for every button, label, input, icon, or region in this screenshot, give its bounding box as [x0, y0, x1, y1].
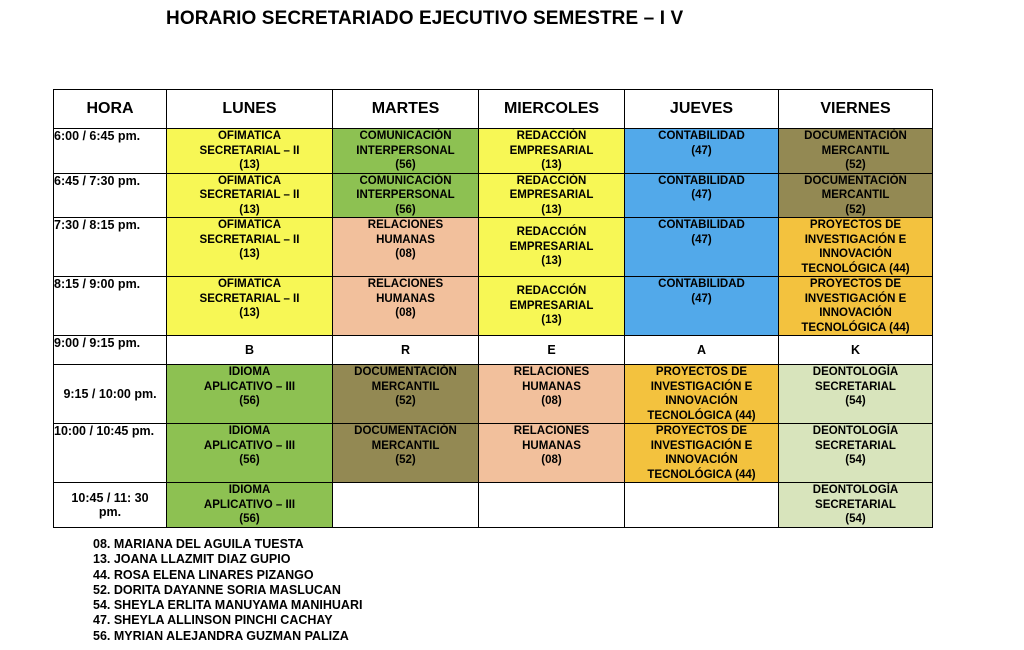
class-cell — [333, 365, 479, 424]
class-label: OFIMATICA SECRETARIAL – II (13) — [199, 278, 300, 319]
class-label: IDIOMA APLICATIVO – III (56) — [203, 425, 296, 466]
class-label: CONTABILIDAD (47) — [658, 130, 745, 157]
time-slot: 9:15 / 10:00 pm. — [54, 365, 167, 424]
class-label: REDACCIÓN EMPRESARIAL (13) — [509, 226, 594, 268]
empty-cell — [625, 483, 779, 528]
class-label: PROYECTOS DE INVESTIGACIÓN E INNOVACIÓN TECNOLÓGICA (44) — [647, 425, 756, 481]
class-label: COMUNICACIÓN INTERPERSONAL (56) — [356, 130, 455, 171]
class-cell — [333, 424, 479, 483]
header-martes: MARTES — [333, 90, 479, 129]
class-cell — [625, 277, 779, 336]
table-row — [54, 129, 933, 174]
legend-item: 52. DORITA DAYANNE SORIA MASLUCAN — [93, 582, 341, 597]
class-cell — [167, 129, 333, 174]
legend-item: 08. MARIANA DEL AGUILA TUESTA — [93, 537, 304, 551]
empty-cell — [333, 483, 479, 528]
class-label: RELACIONES HUMANAS (08) — [367, 278, 444, 319]
class-label: CONTABILIDAD (47) — [658, 278, 745, 305]
empty-cell — [479, 483, 625, 528]
class-label: DOCUMENTACIÓN MERCANTIL (52) — [354, 425, 457, 466]
time-slot: 10:45 / 11: 30 pm. — [54, 483, 167, 528]
class-cell — [779, 173, 933, 218]
class-cell — [779, 129, 933, 174]
class-cell — [479, 173, 625, 218]
class-label: CONTABILIDAD (47) — [658, 219, 745, 246]
time-slot: 7:30 / 8:15 pm. — [54, 218, 167, 277]
class-label: DEONTOLOGÍA SECRETARIAL (54) — [812, 366, 899, 407]
time-slot: 8:15 / 9:00 pm. — [54, 277, 167, 336]
class-cell — [333, 277, 479, 336]
class-label: REDACCIÓN EMPRESARIAL (13) — [509, 174, 594, 216]
time-slot: 10:00 / 10:45 pm. — [54, 424, 167, 483]
table-row — [54, 218, 933, 277]
header-hora: HORA — [54, 90, 167, 129]
class-label: IDIOMA APLICATIVO – III (56) — [203, 366, 296, 407]
class-cell — [779, 277, 933, 336]
class-cell — [479, 129, 625, 174]
class-cell — [779, 483, 933, 528]
class-label: PROYECTOS DE INVESTIGACIÓN E INNOVACIÓN TECNOLÓGICA (44) — [801, 219, 910, 275]
class-cell — [625, 173, 779, 218]
table-row — [54, 277, 933, 336]
class-label: COMUNICACIÓN INTERPERSONAL (56) — [356, 174, 455, 216]
table-row — [54, 483, 933, 528]
class-cell — [333, 218, 479, 277]
class-label: CONTABILIDAD (47) — [658, 174, 745, 201]
class-cell — [625, 218, 779, 277]
class-label: RELACIONES HUMANAS (08) — [367, 219, 444, 260]
class-cell — [625, 365, 779, 424]
break-letter: B — [167, 336, 333, 365]
class-label: DOCUMENTACIÓN MERCANTIL (52) — [354, 366, 457, 407]
class-cell — [479, 218, 625, 277]
class-label: DOCUMENTACIÓN MERCANTIL (52) — [804, 130, 907, 171]
class-cell — [167, 483, 333, 528]
class-cell — [167, 365, 333, 424]
class-label: OFIMATICA SECRETARIAL – II (13) — [199, 130, 300, 171]
legend-item: 54. SHEYLA ERLITA MANUYAMA MANIHUARI — [93, 598, 363, 613]
class-cell — [167, 424, 333, 483]
class-cell — [779, 424, 933, 483]
table-row — [54, 424, 933, 483]
table-row — [54, 365, 933, 424]
legend-item: 44. ROSA ELENA LINARES PIZANGO — [93, 567, 314, 582]
break-letter: E — [479, 336, 625, 365]
time-slot: 9:00 / 9:15 pm. — [54, 336, 167, 365]
table-row — [54, 173, 933, 218]
page-title: HORARIO SECRETARIADO EJECUTIVO SEMESTRE – I V — [166, 8, 684, 29]
break-letter: A — [625, 336, 779, 365]
teacher-legend — [93, 537, 362, 644]
class-label: PROYECTOS DE INVESTIGACIÓN E INNOVACIÓN TECNOLÓGICA (44) — [647, 366, 756, 422]
class-cell — [167, 218, 333, 277]
class-cell — [167, 277, 333, 336]
schedule-table — [53, 89, 933, 528]
time-slot: 6:00 / 6:45 pm. — [54, 129, 167, 174]
class-label: IDIOMA APLICATIVO – III (56) — [203, 484, 296, 525]
class-cell — [479, 365, 625, 424]
header-miercoles: MIERCOLES — [479, 90, 625, 129]
class-cell — [779, 365, 933, 424]
class-label: DEONTOLOGÍA SECRETARIAL (54) — [812, 484, 899, 525]
class-cell — [625, 129, 779, 174]
header-lunes: LUNES — [167, 90, 333, 129]
class-label: RELACIONES HUMANAS (08) — [513, 366, 590, 407]
class-cell — [167, 173, 333, 218]
legend-item: 47. SHEYLA ALLINSON PINCHI CACHAY — [93, 613, 333, 628]
class-label: DEONTOLOGÍA SECRETARIAL (54) — [812, 425, 899, 466]
table-row — [54, 336, 933, 365]
class-label: DOCUMENTACIÓN MERCANTIL (52) — [804, 174, 907, 216]
header-viernes: VIERNES — [779, 90, 933, 129]
class-cell — [625, 424, 779, 483]
class-label: OFIMATICA SECRETARIAL – II (13) — [199, 219, 300, 260]
header-row — [54, 90, 933, 129]
break-letter: R — [333, 336, 479, 365]
legend-item: 56. MYRIAN ALEJANDRA GUZMAN PALIZA — [93, 628, 349, 643]
class-cell — [479, 277, 625, 336]
class-label: PROYECTOS DE INVESTIGACIÓN E INNOVACIÓN TECNOLÓGICA (44) — [801, 278, 910, 334]
class-cell — [333, 129, 479, 174]
break-letter: K — [779, 336, 933, 365]
legend-item: 13. JOANA LLAZMIT DIAZ GUPIO — [93, 552, 291, 567]
class-cell — [333, 173, 479, 218]
class-cell — [779, 218, 933, 277]
class-label: RELACIONES HUMANAS (08) — [513, 425, 590, 466]
class-label: REDACCIÓN EMPRESARIAL (13) — [509, 130, 594, 171]
class-cell — [479, 424, 625, 483]
time-slot: 6:45 / 7:30 pm. — [54, 173, 167, 218]
header-jueves: JUEVES — [625, 90, 779, 129]
class-label: OFIMATICA SECRETARIAL – II (13) — [199, 174, 300, 216]
class-label: REDACCIÓN EMPRESARIAL (13) — [509, 285, 594, 327]
